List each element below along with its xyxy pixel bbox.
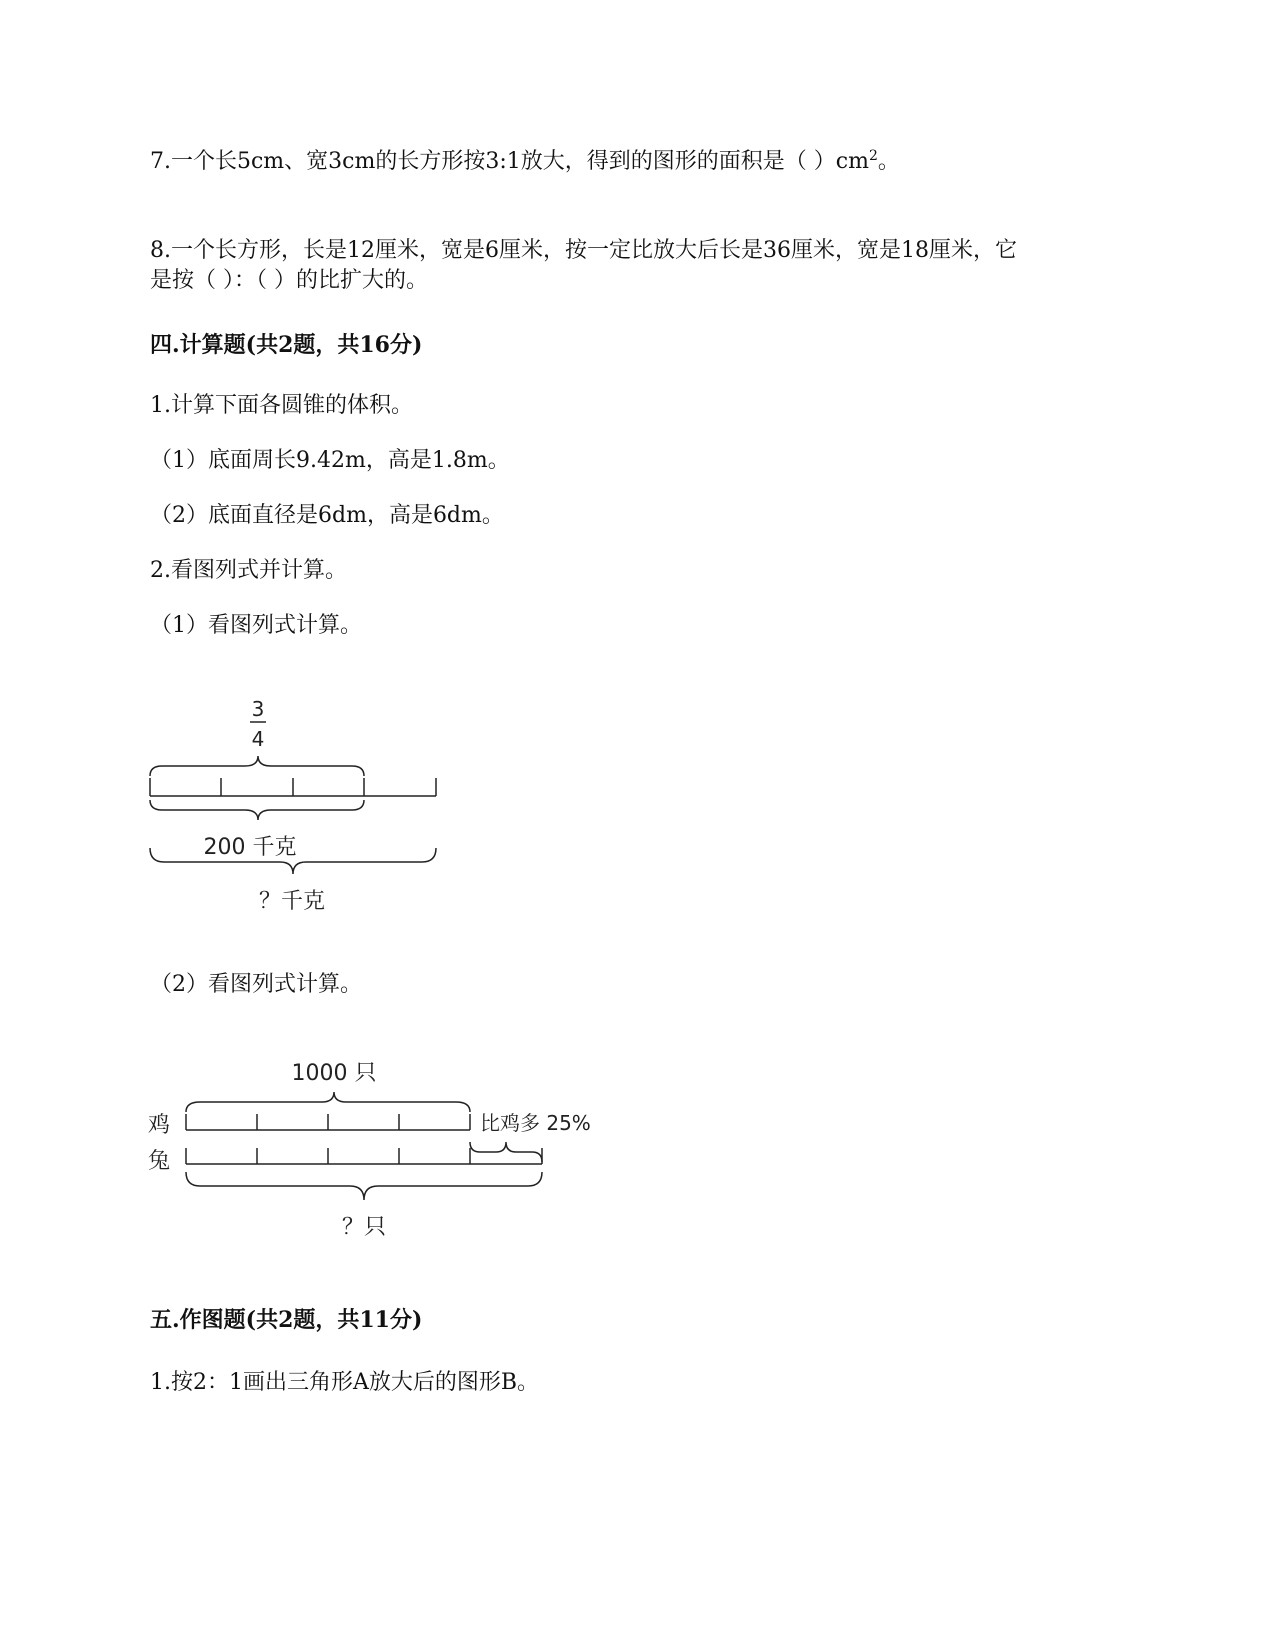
total-weight-label: ？千克: [258, 889, 326, 914]
chicken-brace: [186, 1092, 470, 1112]
question-7-superscript: 2: [868, 148, 878, 164]
question-8-line-2: 是按（ ）：（ ）的比扩大的。: [150, 268, 428, 293]
section-4-question-2: 2.看图列式并计算。: [150, 558, 347, 583]
section-4-question-2-part-2: （2）看图列式计算。: [150, 972, 362, 997]
question-8-line-1: 8.一个长方形，长是12厘米，宽是6厘米，按一定比放大后长是36厘米，宽是18厘米，它: [150, 238, 1017, 263]
rabbit-total-brace: [186, 1172, 542, 1200]
bottom-brace: [150, 800, 364, 820]
top-brace: [150, 756, 364, 776]
chicken-count-label: 1000 只: [291, 1061, 377, 1086]
question-7-text: 7.一个长5cm、宽3cm的长方形按3:1放大，得到的图形的面积是（ ）cm: [150, 149, 869, 174]
section-4-heading: 四.计算题(共2题，共16分): [150, 332, 423, 358]
section-4-question-1-part-1: （1）底面周长9.42m，高是1.8m。: [150, 448, 510, 473]
section-5-heading: 五.作图题(共2题，共11分): [150, 1307, 423, 1333]
extra-percent-label: 比鸡多 25%: [480, 1111, 591, 1135]
section-4-question-1-part-2: （2）底面直径是6dm，高是6dm。: [150, 503, 504, 528]
chicken-row-label: 鸡: [148, 1113, 171, 1138]
rabbit-row-label: 兔: [148, 1149, 171, 1174]
part-weight-label: 200 千克: [203, 835, 297, 860]
section-4-question-1: 1.计算下面各圆锥的体积。: [150, 393, 413, 418]
rabbit-total-label: ？只: [341, 1215, 387, 1240]
question-7: [150, 147, 900, 177]
diagram-fraction-weight: [140, 690, 460, 920]
diagram-chicken-rabbit: [140, 1050, 600, 1250]
extra-brace: [470, 1142, 542, 1162]
section-4-question-2-part-1: （1）看图列式计算。: [150, 613, 362, 638]
fraction-numerator: 3: [251, 697, 265, 721]
fraction-denominator: 4: [251, 727, 265, 751]
question-7-end: 。: [877, 149, 900, 174]
section-5-question-1: 1.按2：1画出三角形A放大后的图形B。: [150, 1370, 540, 1395]
